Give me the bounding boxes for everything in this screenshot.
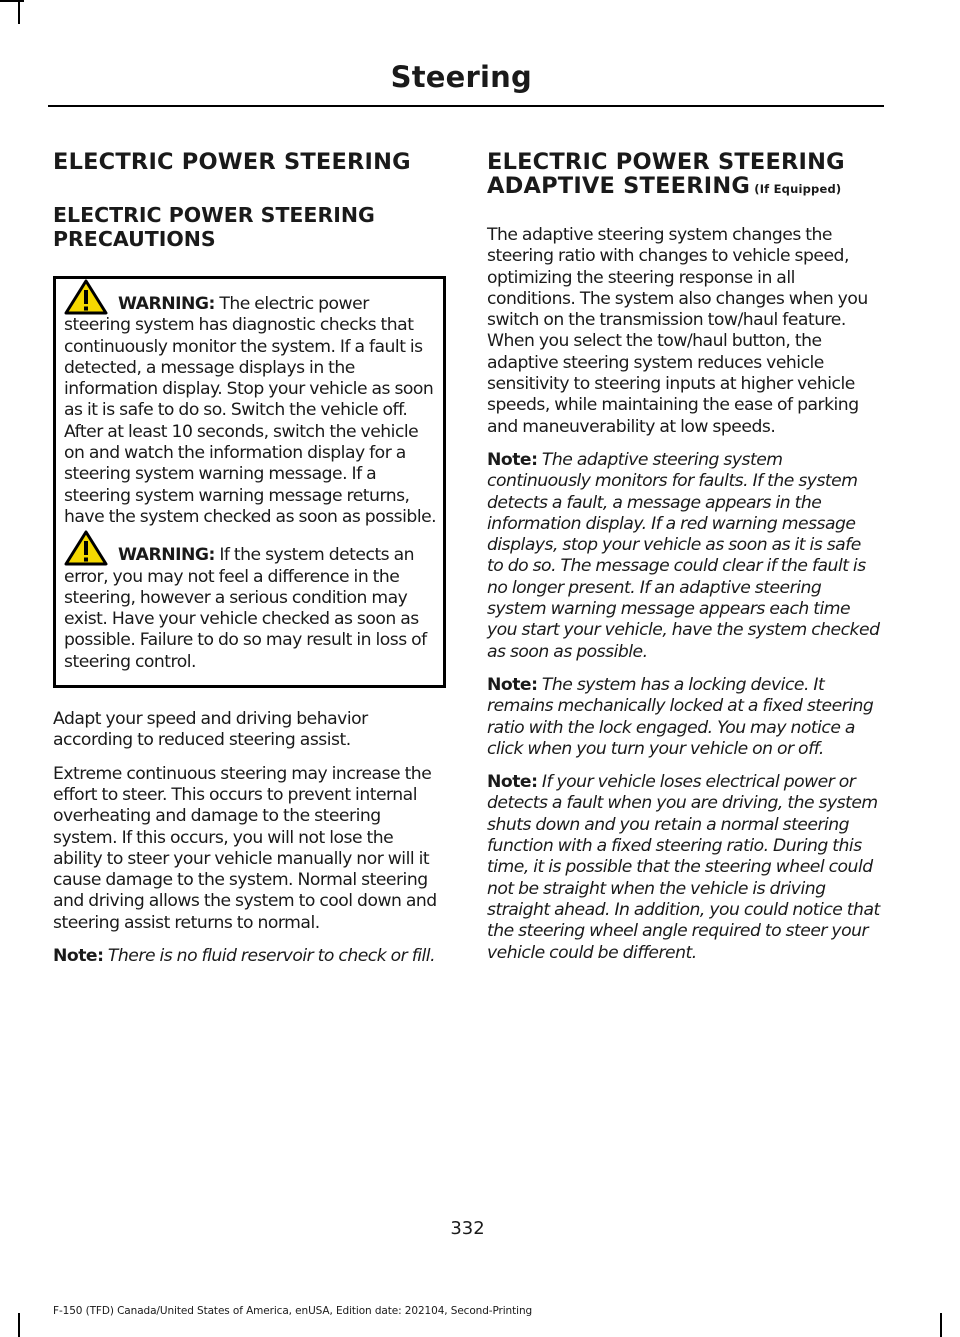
warning-label: WARNING: xyxy=(118,545,215,566)
note-paragraph xyxy=(487,772,880,964)
warning-text: The electric power steering system has diagnostic checks that continuously monitor the system. If a fault is detected, a message displays in the information display. Stop your vehicle as soon as it is safe to do so. Switch the vehicle off. After at least 10 seconds, switch the vehicle on and watch the information display for a steering system warning message. If a steering system warning message returns, have the system checked as soon as possible. xyxy=(64,294,437,527)
note-text: There is no fluid reservoir to check or fill. xyxy=(103,946,436,967)
edition-footer: F-150 (TFD) Canada/United States of America, enUSA, Edition date: 202104, Second-Printing xyxy=(53,1305,533,1317)
section-title: ELECTRIC POWER STEERING xyxy=(53,149,411,175)
crop-mark xyxy=(18,1313,20,1337)
warning-triangle-icon xyxy=(64,530,108,566)
section-title-line1: ELECTRIC POWER STEERING xyxy=(487,149,845,175)
warning-box xyxy=(53,276,446,688)
crop-mark xyxy=(940,1313,942,1337)
body-paragraph: Adapt your speed and driving behavior according to reduced steering assist. xyxy=(53,709,368,751)
header-divider xyxy=(48,105,884,107)
note-paragraph xyxy=(487,450,880,663)
subsection-title: ELECTRIC POWER STEERING PRECAUTIONS xyxy=(53,203,375,251)
page-number: 332 xyxy=(450,1218,485,1239)
right-column xyxy=(487,146,880,976)
warning-text: If the system detects an error, you may not feel a difference in the steering, however a serious condition may exist. Have your vehicle checked as soon as possible. Failure to do so may result in loss of steering control. xyxy=(64,545,427,672)
if-equipped-tag: (If Equipped) xyxy=(750,182,842,196)
note-label: Note: xyxy=(53,946,104,967)
section-title xyxy=(487,150,880,201)
warning-paragraph xyxy=(64,544,437,673)
note-label: Note: xyxy=(487,674,538,695)
note-text: The adaptive steering system continuously monitors for faults. If the system detects a fault, a message appears in the information display. If a red warning message displays, stop your vehicle as soon as it is safe to do so. The message could clear if the fault is no longer present. If an adaptive steering system warning message appears each time you start your vehicle, have the system checked as soon as possible. xyxy=(487,449,880,662)
warning-triangle-icon xyxy=(64,279,108,315)
crop-mark xyxy=(18,0,20,24)
crop-mark xyxy=(0,0,24,2)
note-paragraph xyxy=(53,946,446,967)
body-paragraph: The adaptive steering system changes the steering ratio with changes to vehicle speed, optimizing the steering response in all conditions. The system also changes when you switch on the transmission tow/haul feature. When you select the tow/haul button, the adaptive steering system reduces vehicle sensitivity to steering inputs at higher vehicle speeds, while maintaining the ease of parking and maneuverability at low speeds. xyxy=(487,225,868,437)
note-label: Note: xyxy=(487,449,538,470)
page-header-title: Steering xyxy=(390,60,532,94)
section-title-line2: ADAPTIVE STEERING xyxy=(487,173,751,199)
note-text: The system has a locking device. It remains mechanically locked at a fixed steering ratio with the lock engaged. You may notice a click when you turn your vehicle on or off. xyxy=(487,674,874,759)
note-label: Note: xyxy=(487,772,538,793)
body-paragraph: Extreme continuous steering may increase the effort to steer. This occurs to prevent internal overheating and damage to the steering system. If this occurs, you will not lose the ability to steer your vehicle manually nor will it cause damage to the system. Normal steering and driving allows the system to cool down and steering assist returns to normal. xyxy=(53,763,437,933)
warning-label: WARNING: xyxy=(118,294,215,314)
note-text: If your vehicle loses electrical power or detects a fault when you are driving, the system shuts down and you retain a normal steering function with a fixed steering ratio. During this time, it is possible that the steering wheel could not be straight when the vehicle is driving straight ahead. In addition, you could notice that the steering wheel angle required to steer your vehicle could be different. xyxy=(487,772,880,963)
warning-paragraph xyxy=(64,293,437,528)
note-paragraph xyxy=(487,675,880,760)
left-column xyxy=(53,146,446,979)
